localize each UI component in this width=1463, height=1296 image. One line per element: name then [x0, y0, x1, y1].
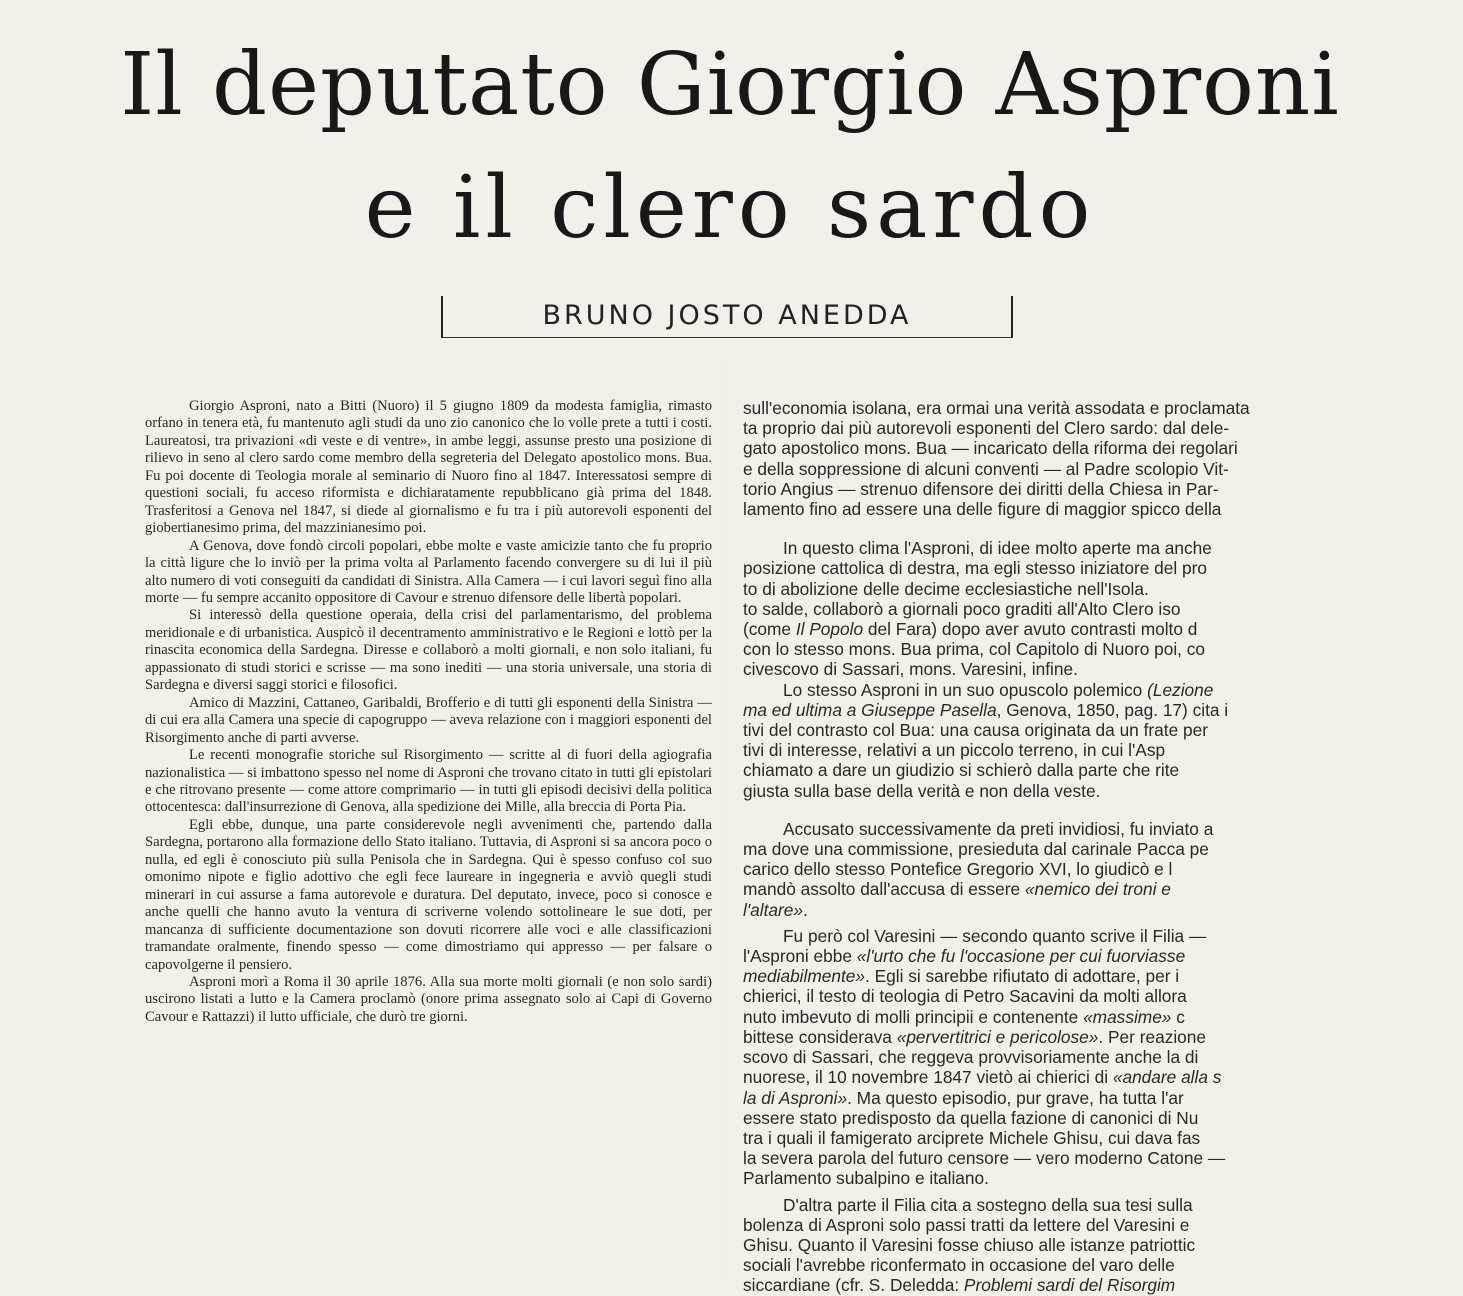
- left-paragraph-4: Amico di Mazzini, Cattaneo, Garibaldi, Brofferio e di tutti gli esponenti della Sinistra — di cui era alla Camera una specie di capogruppo — aveva relazione con i maggiori esponenti del Risorgimento anche di parti avverse.: [145, 694, 712, 746]
- headline-line-1: Il deputato Giorgio Asproni: [120, 35, 1340, 135]
- headline-line-2: e il clero sardo: [364, 158, 1096, 258]
- right-paragraph-4: Accusato successivamente da preti invidiosi, fu inviato a ma dove una commissione, presieduta dal carinale Pacca pe carico dello stesso Pontefice Gregorio XVI, lo giudicò e l mandò assolto dall'accusa di essere «nemico dei troni e l'altare».: [743, 818, 1214, 920]
- right-paragraph-2: In questo clima l'Asproni, di idee molto aperte ma anche posizione cattolica di destra, ma egli stesso iniziatore del pro to di abolizione delle decime ecclesiastiche nell'Isola. to salde, collaborò a giornali poco graditi all'Alto Clero iso (come Il Popolo del Fara) dopo aver avuto contrasti molto d con lo stesso mons. Bua prima, col Capitolo di Nuoro poi, co civescovo di Sassari, mons. Varesini, infine.: [743, 538, 1212, 680]
- page-fold: [724, 360, 725, 1284]
- left-paragraph-5: Le recenti monografie storiche sul Risorgimento — scritte al di fuori della agiografia nazionalistica — si imbattono spesso nel nome di Asproni che trovano citato in tutti gli epistolari e che ritrovano presente — come attore comprimario — in tutti gli episodi decisivi della politica ottocentesca: dall'insurrezione di Genova, alla spedizione dei Mille, alla breccia di Porta Pia.: [145, 747, 712, 816]
- author-name: BRUNO JOSTO ANEDDA: [542, 300, 912, 331]
- left-paragraph-2: A Genova, dove fondò circoli popolari, ebbe molte e vaste amicizie tanto che fu proprio la città ligure che lo inviò per la prima volta al Parlamento facendo convergere su di lui il più alto numero di voti conseguiti da candidati di Sinistra. Alla Camera — i cui lavori seguì fino alla morte — fu sempre accanito oppositore di Cavour e strenuo difensore delle libertà popolari.: [145, 537, 712, 606]
- author-byline-box: [441, 296, 1013, 338]
- right-paragraph-3: Lo stesso Asproni in un suo opuscolo polemico (Lezione ma ed ultima a Giuseppe Pasella, Genova, 1850, pag. 17) cita i tivi del contrasto col Bua: una causa originata da un frate per tivi di interesse, relativi a un piccolo terreno, in cui l'Asp chiamato a dare un giudizio si schierò dalla parte che rite giusta sulla base della verità e non della veste.: [743, 679, 1229, 801]
- left-paragraph-3: Si interessò della questione operaia, della crisi del parlamentarismo, del problema meridionale e di urbanistica. Auspicò il decentramento amministrativo e le Regioni e lottò per la rinascita economica della Sardegna. Diresse e collaborò a molti giornali, e non solo italiani, fu appassionato di studi storici e scrisse — ma sono inediti — una storia universale, una storia di Sardegna e diversi saggi storici e filosofici.: [145, 607, 712, 694]
- right-column: [743, 398, 1463, 1296]
- left-paragraph-6: Egli ebbe, dunque, una parte considerevole negli avvenimenti che, partendo dalla Sardegna, portarono alla formazione dello Stato italiano. Tuttavia, di Asproni si sa ancora poco o nulla, ed egli è conosciuto più sulla Penisola che in Sardegna. Qui è spesso confuso col suo omonimo nipote e figlio adottivo che egli fece laureare in ingegneria e avviò quegli studi minerari in cui assurse a fama autorevole e duratura. Del deputato, invece, poco si conosce e anche quelli che hanno avuto la ventura di scriverne volendo sottolineare le sue doti, per mancanza di sufficiente documentazione son dovuti ricorrere alle voci e alle classificazioni tramandate oralmente, finendo spesso — come dimostriamo qui appresso — per falsare o capovolgerne il pensiero.: [145, 816, 712, 973]
- right-paragraph-1: sull'economia isolana, era ormai una verità assodata e proclamata ta proprio dai più autorevoli esponenti del Clero sardo: dal dele- gato apostolico mons. Bua — incaricato della riforma dei regolari e della soppressione di alcuni conventi — al Padre scolopio Vit- torio Angius — strenuo difensore dei diritti della Chiesa in Par- lamento fino ad essere una delle figure di maggior spicco della: [743, 398, 1250, 520]
- left-paragraph-1: Giorgio Asproni, nato a Bitti (Nuoro) il 5 giugno 1809 da modesta famiglia, rimasto orfano in tenera età, fu mantenuto agli studi da uno zio canonico che lo volle prete a tutti i costi. Laureatosi, tra privazioni «di veste e di ventre», in ambe leggi, assunse presto una posizione di rilievo in seno al clero sardo come membro della segreteria del Delegato apostolico mons. Bua. Fu poi docente di Teologia morale al seminario di Nuoro fino al 1847. Interessatosi sempre di questioni sociali, fu acceso riformista e dichiaratamente repubblicano già prima del 1848. Trasferitosi a Genova nel 1847, si diede al giornalismo e fu tra i più autorevoli esponenti del giobertianesimo prima, del mazzinianesimo poi.: [145, 398, 712, 537]
- left-column: [145, 398, 712, 1026]
- right-paragraph-6: D'altra parte il Filia cita a sostegno della sua tesi sulla bolenza di Asproni solo passi tratti da lettere del Varesini e Ghisu. Quanto il Varesini fosse chiuso alle istanze patriottic sociali l'avrebbe riconfermato in occasione del varo delle siccardiane (cfr. S. Deledda: Problemi sardi del Risorgim: [743, 1194, 1196, 1296]
- right-paragraph-5: Fu però col Varesini — secondo quanto scrive il Filia — l'Asproni ebbe «l'urto che fu l'occasione per cui fuorviasse mediabilmente». Egli si sarebbe rifiutato di adottare, per i chierici, il testo di teologia di Petro Sacavini da molti allora nuto imbevuto di molli principii e contenente «massime» c bittese considerava «pervertitrici e pericolose». Per reazione scovo di Sassari, che reggeva provvisoriamente anche la di nuorese, il 10 novembre 1847 vietò ai chierici di «andare alla s la di Asproni». Ma questo episodio, pur grave, ha tutta l'ar essere stato predisposto da quella fazione di canonici di Nu tra i quali il famigerato arciprete Michele Ghisu, cui dava fas la severa parola del futuro censore — vero moderno Catone — Parlamento subalpino e italiano.: [743, 925, 1226, 1189]
- left-paragraph-7: Asproni morì a Roma il 30 aprile 1876. Alla sua morte molti giornali (e non solo sardi) uscirono listati a lutto e la Camera proclamò (onore prima assegnato solo ai Capi di Governo Cavour e Rattazzi) il lutto ufficiale, che durò tre giorni.: [145, 973, 712, 1025]
